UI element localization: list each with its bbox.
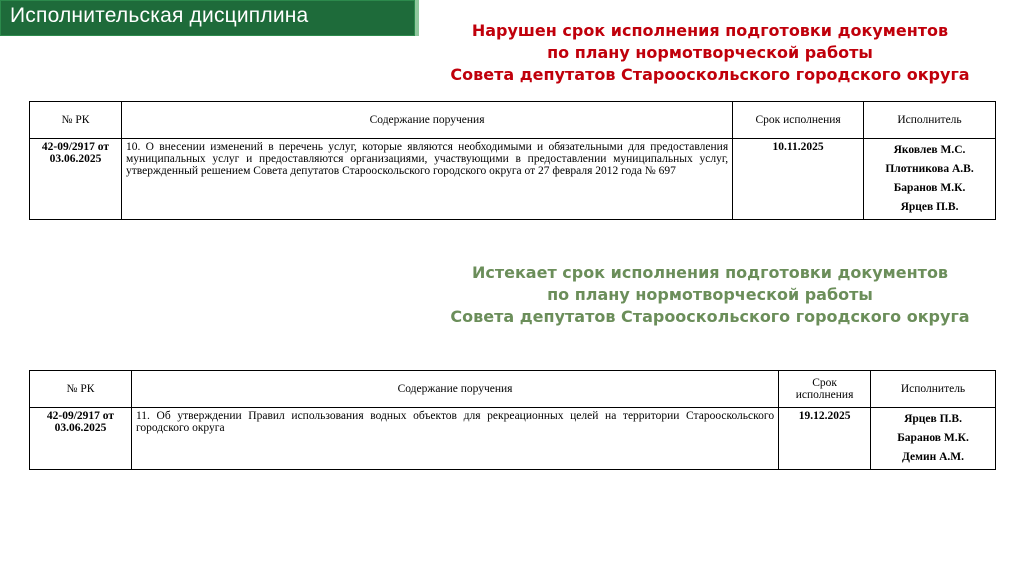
rk-date: 03.06.2025 [54,422,107,434]
expiring-heading-line-1: Истекает срок исполнения подготовки документов [471,263,949,282]
expiring-heading [405,262,1015,328]
executor-name: Ярцев П.В. [900,201,959,213]
cell-deadline: 19.12.2025 [779,408,871,470]
header-deadline: Срок исполнения [779,371,871,408]
rk-number: 42-09/2917 от [46,410,115,422]
header-deadline: Срок исполнения [733,102,864,139]
overdue-heading-line-2: по плану нормотворческой работы [547,43,873,62]
rk-date: 03.06.2025 [49,153,102,165]
executor-name: Яковлев М.С. [893,144,966,156]
overdue-heading [405,20,1015,86]
page-title: Исполнительская дисциплина [10,4,309,27]
header-rk: № РК [30,371,132,408]
title-banner [0,0,415,36]
overdue-heading-line-3: Совета депутатов Старооскольского городского округа [450,65,970,84]
executor-name: Демин А.М. [902,451,965,463]
cell-deadline: 10.11.2025 [733,139,864,220]
header-executor: Исполнитель [871,371,996,408]
header-content: Содержание поручения [131,371,778,408]
table-header-row [30,102,996,139]
executor-name: Баранов М.К. [893,182,966,194]
cell-executors [871,408,996,470]
table-row [30,408,996,470]
executor-name: Ярцев П.В. [904,413,962,425]
header-content: Содержание поручения [121,102,732,139]
table-header-row [30,371,996,408]
cell-content: 11. Об утверждении Правил использования водных объектов для рекреационных целей на территории Старооскольского городского округа [131,408,778,470]
cell-executors [864,139,996,220]
cell-rk [30,139,122,220]
expiring-heading-line-3: Совета депутатов Старооскольского городского округа [450,307,970,326]
cell-rk [30,408,132,470]
cell-content: 10. О внесении изменений в перечень услуг, которые являются необходимыми и обязательными для предоставления муниципальных услуг и предоставляются организациями, участвующими в предоставлении муниципальных услуг, утвержденный решением Совета депутатов Старооскольского городского округа от 27 февраля 2012 года № 697 [121,139,732,220]
overdue-heading-line-1: Нарушен срок исполнения подготовки документов [471,21,949,40]
rk-number: 42-09/2917 от [41,141,110,153]
expiring-heading-line-2: по плану нормотворческой работы [547,285,873,304]
executor-name: Плотникова А.В. [885,163,974,175]
header-executor: Исполнитель [864,102,996,139]
executor-name: Баранов М.К. [897,432,969,444]
table-row [30,139,996,220]
overdue-table [29,101,996,220]
expiring-table [29,370,996,470]
header-rk: № РК [30,102,122,139]
